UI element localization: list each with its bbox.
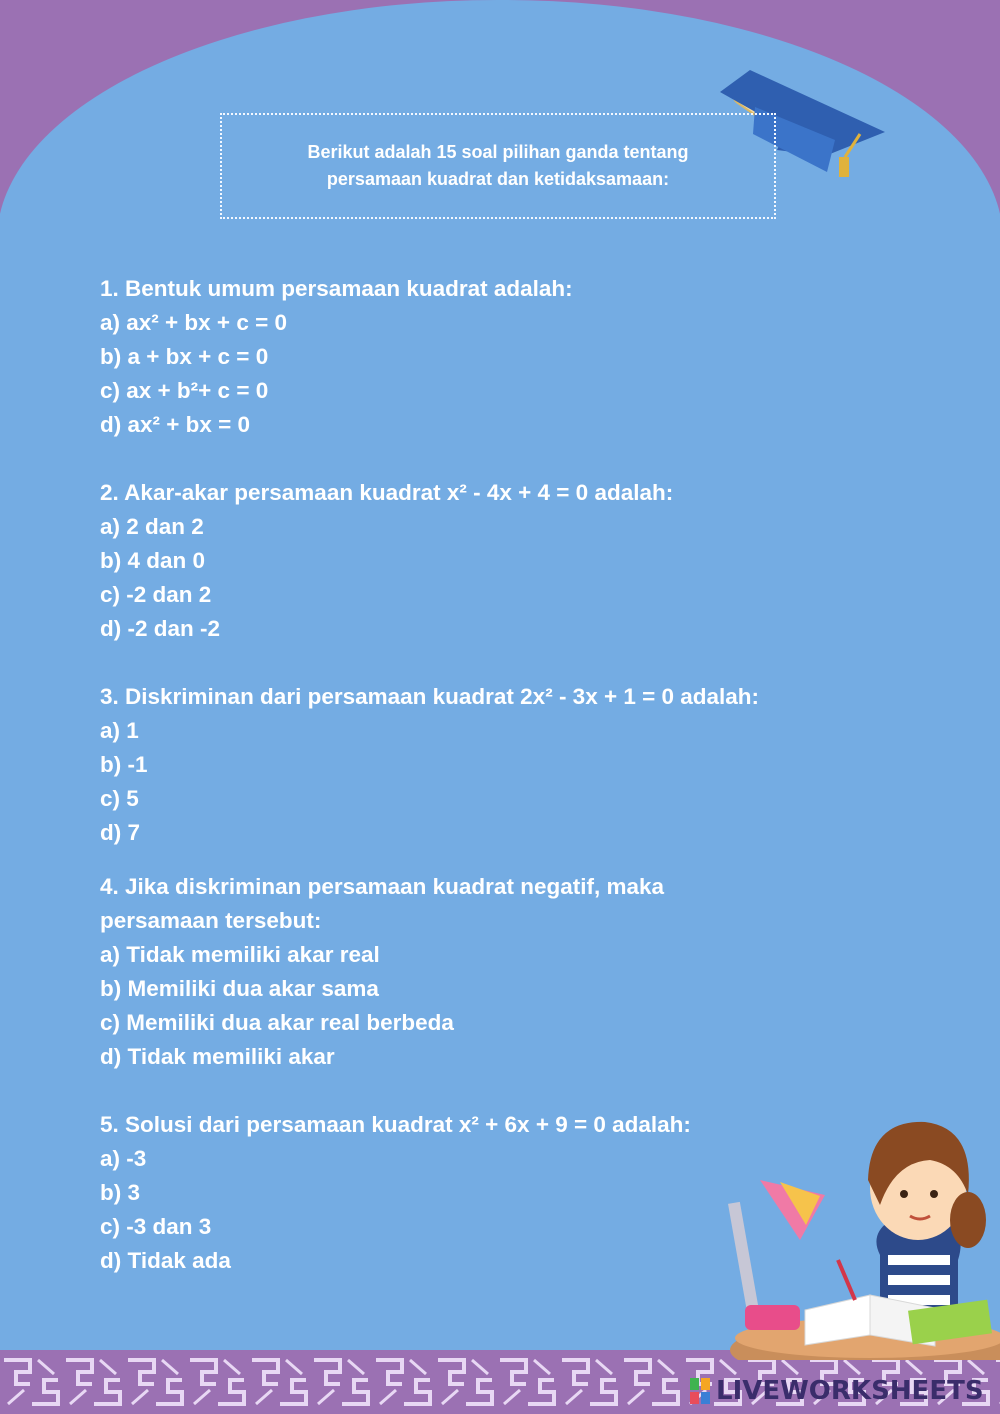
option-b: b) 3 xyxy=(100,1180,141,1205)
option-d: d) Tidak memiliki akar xyxy=(100,1044,335,1069)
option-a: a) 2 dan 2 xyxy=(100,514,204,539)
option-b: b) a + bx + c = 0 xyxy=(100,344,269,369)
option-c: c) 5 xyxy=(100,786,139,811)
question-3 xyxy=(100,680,880,850)
question-text: 4. Jika diskriminan persamaan kuadrat negatif, maka persamaan tersebut: xyxy=(100,874,671,933)
logo-text: LIVEWORKSHEETS xyxy=(716,1376,984,1406)
option-c: c) ax + b²+ c = 0 xyxy=(100,378,269,403)
question-1 xyxy=(100,272,880,442)
option-d: d) Tidak ada xyxy=(100,1248,231,1273)
liveworksheets-logo-icon xyxy=(690,1378,710,1404)
option-a: a) Tidak memiliki akar real xyxy=(100,942,380,967)
option-c: c) -3 dan 3 xyxy=(100,1214,212,1239)
question-text: 5. Solusi dari persamaan kuadrat x² + 6x + 9 = 0 adalah: xyxy=(100,1112,691,1137)
option-a: a) 1 xyxy=(100,718,139,743)
question-text: 1. Bentuk umum persamaan kuadrat adalah: xyxy=(100,276,573,301)
option-b: b) -1 xyxy=(100,752,148,777)
intro-text: Berikut adalah 15 soal pilihan ganda tentang persamaan kuadrat dan ketidaksamaan: xyxy=(307,142,689,189)
intro-box xyxy=(220,113,776,219)
question-4 xyxy=(100,870,880,1074)
option-c: c) Memiliki dua akar real berbeda xyxy=(100,1010,454,1035)
option-b: b) 4 dan 0 xyxy=(100,548,206,573)
option-d: d) 7 xyxy=(100,820,141,845)
option-b: b) Memiliki dua akar sama xyxy=(100,976,379,1001)
question-text: 3. Diskriminan dari persamaan kuadrat 2x² - 3x + 1 = 0 adalah: xyxy=(100,684,760,709)
liveworksheets-logo xyxy=(690,1374,990,1408)
option-d: d) -2 dan -2 xyxy=(100,616,221,641)
question-2 xyxy=(100,476,880,646)
question-text: 2. Akar-akar persamaan kuadrat x² - 4x + 4 = 0 adalah: xyxy=(100,480,674,505)
option-a: a) -3 xyxy=(100,1146,147,1171)
option-a: a) ax² + bx + c = 0 xyxy=(100,310,287,335)
option-c: c) -2 dan 2 xyxy=(100,582,212,607)
option-d: d) ax² + bx = 0 xyxy=(100,412,251,437)
girl-studying-illustration xyxy=(720,1110,1000,1360)
